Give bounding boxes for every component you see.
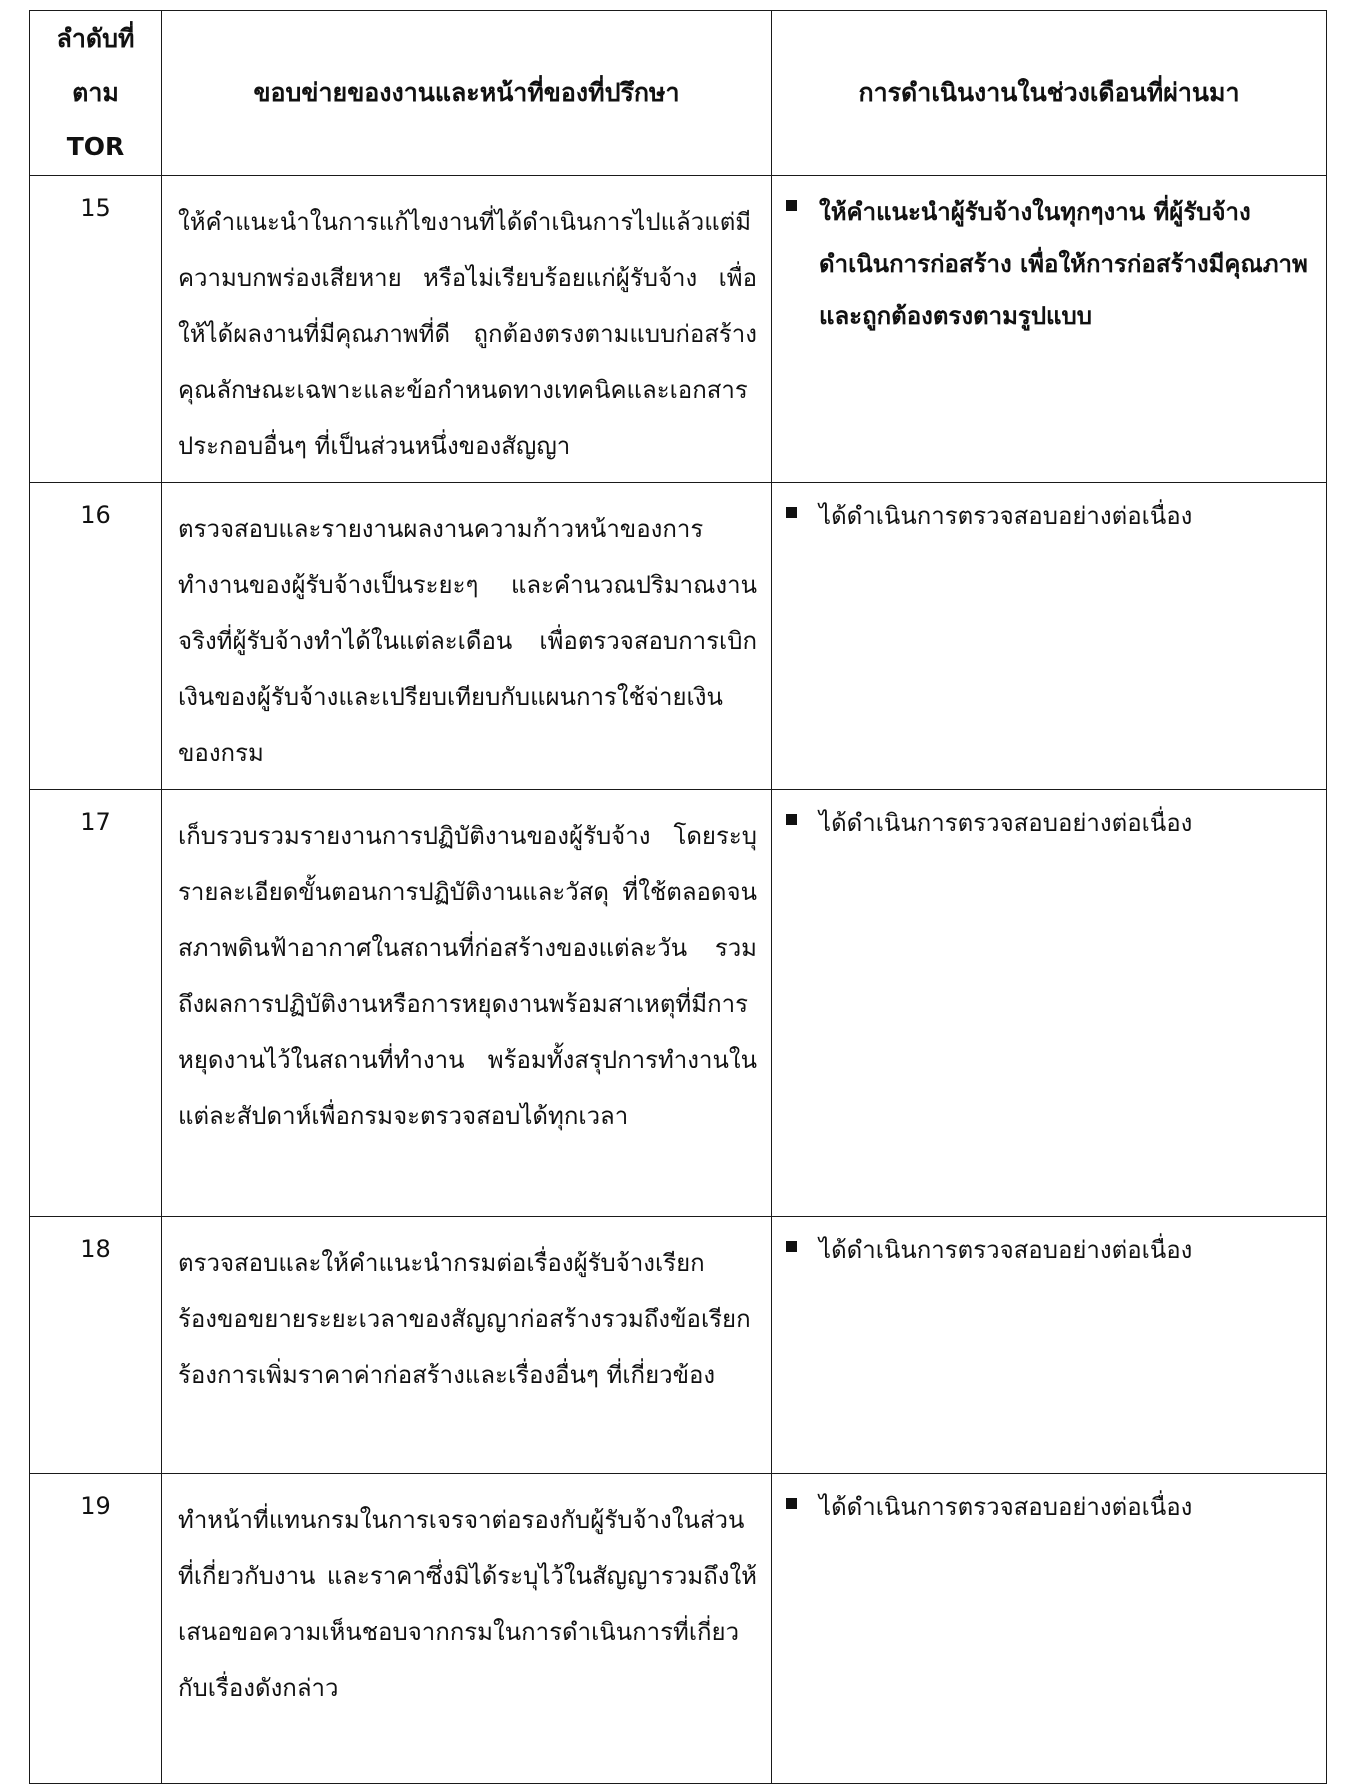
square-bullet-icon: [786, 814, 797, 825]
header-no-line: ตาม: [72, 78, 119, 107]
progress-item: [786, 186, 1310, 342]
progress-text: ได้ดำเนินการตรวจสอบอย่างต่อเนื่อง: [819, 502, 1193, 530]
table-row: [30, 1217, 1327, 1474]
progress-text: ได้ดำเนินการตรวจสอบอย่างต่อเนื่อง: [819, 809, 1193, 837]
row-scope: ตรวจสอบและรายงานผลงานความก้าวหน้าของการทำงานของผู้รับจ้างเป็นระยะๆ และคำนวณปริมาณงานจริงที่ผู้รับจ้างทำได้ในแต่ละเดือน เพื่อตรวจสอบการเบิกเงินของผู้รับจ้างและเปรียบเทียบกับแผนการใช้จ่ายเงินของกรม: [162, 483, 772, 790]
header-progress: การดำเนินงานในช่วงเดือนที่ผ่านมา: [772, 11, 1327, 176]
progress-item: [786, 1484, 1310, 1530]
row-number: 17: [30, 790, 162, 1217]
row-number: 15: [30, 176, 162, 483]
progress-item: [786, 800, 1310, 846]
row-number: 18: [30, 1217, 162, 1474]
table-header-row: [30, 11, 1327, 176]
row-progress: [772, 483, 1327, 790]
row-progress: [772, 790, 1327, 1217]
header-no: [30, 11, 162, 176]
row-progress: [772, 1217, 1327, 1474]
header-scope: ขอบข่ายของงานและหน้าที่ของที่ปรึกษา: [162, 11, 772, 176]
row-scope: ทำหน้าที่แทนกรมในการเจรจาต่อรองกับผู้รับจ้างในส่วนที่เกี่ยวกับงาน และราคาซึ่งมิได้ระบุไว้ในสัญญารวมถึงให้เสนอขอความเห็นชอบจากกรมในการดำเนินการที่เกี่ยวกับเรื่องดังกล่าว: [162, 1474, 772, 1784]
square-bullet-icon: [786, 507, 797, 518]
progress-text: ให้คำแนะนำผู้รับจ้างในทุกๆงาน ที่ผู้รับจ้างดำเนินการก่อสร้าง เพื่อให้การก่อสร้างมีคุณภาพและถูกต้องตรงตามรูปแบบ: [819, 198, 1308, 330]
table-row: [30, 1474, 1327, 1784]
row-scope: ตรวจสอบและให้คำแนะนำกรมต่อเรื่องผู้รับจ้างเรียกร้องขอขยายระยะเวลาของสัญญาก่อสร้างรวมถึงข้อเรียกร้องการเพิ่มราคาค่าก่อสร้างและเรื่องอื่นๆ ที่เกี่ยวข้อง: [162, 1217, 772, 1474]
scope-progress-table: [29, 10, 1327, 1784]
header-no-line: TOR: [66, 132, 125, 161]
row-progress: [772, 1474, 1327, 1784]
progress-text: ได้ดำเนินการตรวจสอบอย่างต่อเนื่อง: [819, 1236, 1193, 1264]
square-bullet-icon: [786, 200, 797, 211]
row-progress: [772, 176, 1327, 483]
square-bullet-icon: [786, 1241, 797, 1252]
table-row: [30, 176, 1327, 483]
row-scope: เก็บรวบรวมรายงานการปฏิบัติงานของผู้รับจ้าง โดยระบุรายละเอียดขั้นตอนการปฏิบัติงานและวัสดุ ที่ใช้ตลอดจนสภาพดินฟ้าอากาศในสถานที่ก่อสร้างของแต่ละวัน รวมถึงผลการปฏิบัติงานหรือการหยุดงานพร้อมสาเหตุที่มีการหยุดงานไว้ในสถานที่ทำงาน พร้อมทั้งสรุปการทำงานในแต่ละสัปดาห์เพื่อกรมจะตรวจสอบได้ทุกเวลา: [162, 790, 772, 1217]
progress-item: [786, 493, 1310, 539]
progress-text: ได้ดำเนินการตรวจสอบอย่างต่อเนื่อง: [819, 1493, 1193, 1521]
table-row: [30, 483, 1327, 790]
row-scope: ให้คำแนะนำในการแก้ไขงานที่ได้ดำเนินการไปแล้วแต่มีความบกพร่องเสียหาย หรือไม่เรียบร้อยแก่ผู้รับจ้าง เพื่อให้ได้ผลงานที่มีคุณภาพที่ดี ถูกต้องตรงตามแบบก่อสร้างคุณลักษณะเฉพาะและข้อกำหนดทางเทคนิคและเอกสารประกอบอื่นๆ ที่เป็นส่วนหนึ่งของสัญญา: [162, 176, 772, 483]
row-number: 19: [30, 1474, 162, 1784]
table-row: [30, 790, 1327, 1217]
progress-item: [786, 1227, 1310, 1273]
square-bullet-icon: [786, 1498, 797, 1509]
header-no-line: ลำดับที่: [56, 24, 135, 53]
row-number: 16: [30, 483, 162, 790]
